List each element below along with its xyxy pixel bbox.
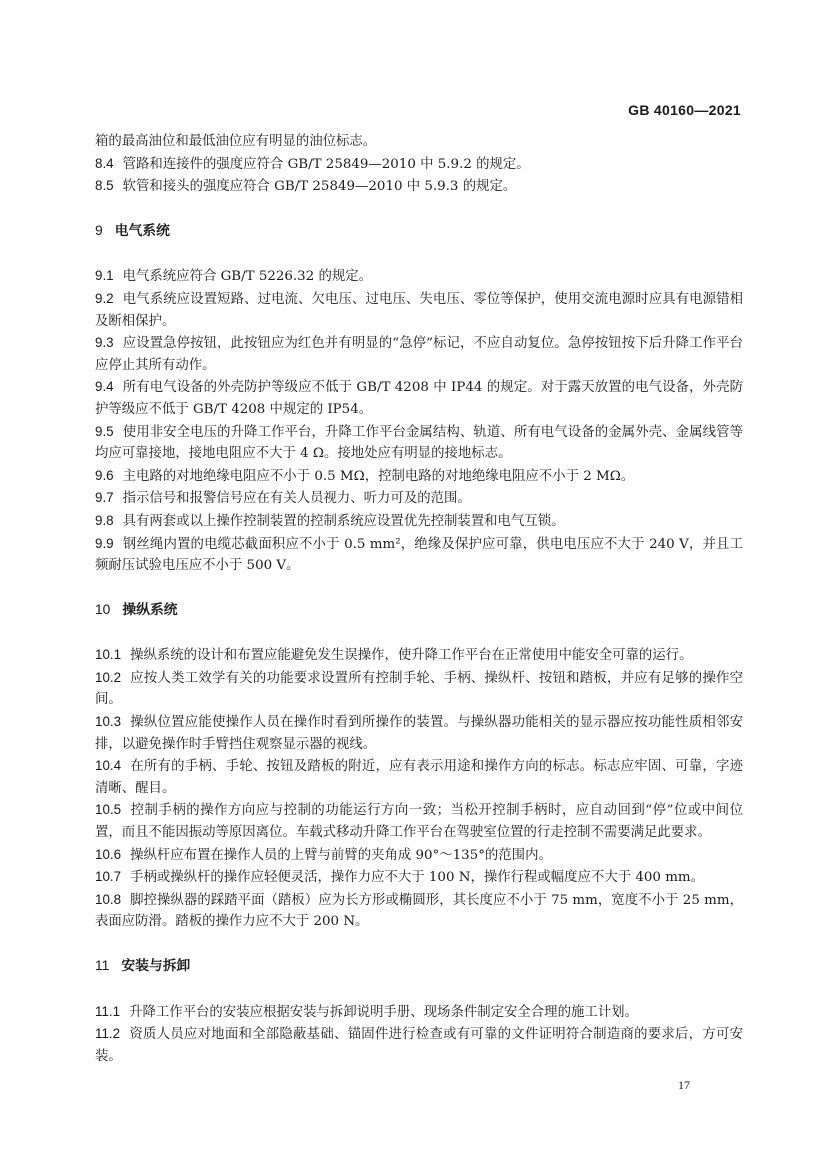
clause-text: 管路和连接件的强度应符合 GB/T 25849—2010 中 5.9.2 的规定。	[122, 156, 530, 172]
section-number: 9	[95, 222, 103, 238]
section-title: 安装与拆卸	[121, 958, 191, 973]
clause-8-4	[95, 153, 743, 176]
section-9-heading	[95, 220, 743, 242]
clause-10-6	[95, 844, 743, 867]
clause-number: 9.9	[95, 535, 114, 551]
clause-text: 具有两套或以上操作控制装置的控制系统应设置优先控制装置和电气互锁。	[122, 513, 565, 529]
clause-number: 9.1	[95, 268, 114, 284]
clause-number: 10.2	[95, 669, 122, 685]
clause-10-7	[95, 866, 743, 889]
clause-9-9	[95, 533, 743, 577]
clause-text: 使用非安全电压的升降工作平台，升降工作平台金属结构、轨道、所有电气设备的金属外壳、金属线管等均应可靠接地，接地电阻应不大于 4 Ω。接地处应有明显的接地标志。	[95, 424, 743, 462]
clause-10-8	[95, 889, 743, 933]
clause-text: 升降工作平台的安装应根据安装与拆卸说明手册、现场条件制定安全合理的施工计划。	[129, 1004, 638, 1020]
clause-text: 电气系统应符合 GB/T 5226.32 的规定。	[122, 269, 373, 285]
clause-number: 9.6	[95, 467, 114, 483]
section-number: 11	[95, 958, 110, 973]
clause-number: 10.5	[95, 802, 122, 818]
clause-number: 9.3	[95, 335, 114, 351]
clauses-10	[95, 644, 743, 933]
clause-9-7	[95, 487, 743, 510]
document-body	[95, 131, 743, 1067]
clause-number: 10.7	[95, 869, 122, 885]
clause-number: 10.4	[95, 758, 122, 774]
clause-10-3	[95, 711, 743, 755]
clause-11-1	[95, 1001, 743, 1024]
clause-number: 8.5	[95, 178, 114, 194]
clause-number: 11.2	[95, 1026, 121, 1042]
clause-number: 8.4	[95, 155, 114, 171]
clause-text: 操纵位置应能使操作人员在操作时看到所操作的装置。与操纵器功能相关的显示器应按功能性质相邻安排，以避免操作时手臂挡住观察显示器的视线。	[95, 715, 743, 752]
clause-text: 资质人员应对地面和全部隐蔽基础、锚固件进行检查或有可靠的文件证明符合制造商的要求后，方可安装。	[95, 1027, 743, 1064]
clause-text: 应设置急停按钮，此按钮应为红色并有明显的“急停”标记，不应自动复位。急停按钮按下后升降工作平台应停止其所有动作。	[95, 336, 743, 373]
standard-code-header: GB 40160—2021	[628, 102, 741, 118]
clause-number: 9.4	[95, 379, 114, 395]
section-11-heading	[95, 955, 743, 977]
section-title: 电气系统	[114, 222, 170, 238]
clauses-8	[95, 153, 743, 198]
clause-9-6	[95, 465, 743, 488]
clause-number: 9.2	[95, 290, 114, 306]
clause-9-5	[95, 421, 743, 465]
clause-text: 操纵杆应布置在操作人员的上臂与前臂的夹角成 90°～135°的范围内。	[130, 847, 552, 863]
clause-text: 软管和接头的强度应符合 GB/T 25849—2010 中 5.9.3 的规定。	[122, 179, 517, 195]
clause-10-4	[95, 755, 743, 799]
page-number: 17	[678, 1078, 690, 1092]
section-title: 操纵系统	[122, 601, 178, 617]
section-10-heading	[95, 599, 743, 621]
clauses-9	[95, 265, 743, 576]
clause-text: 主电路的对地绝缘电阻应不小于 0.5 MΩ，控制电路的对地绝缘电阻应不小于 2 MΩ。	[122, 468, 635, 484]
clause-10-2	[95, 667, 743, 711]
clause-9-3	[95, 332, 743, 376]
clause-8-5	[95, 175, 743, 198]
clause-text: 电气系统应设置短路、过电流、欠电压、过电压、失电压、零位等保护，使用交流电源时应具有电源错相及断相保护。	[95, 291, 743, 329]
clause-number: 11.1	[95, 1003, 121, 1019]
continuation-paragraph: 箱的最高油位和最低油位应有明显的油位标志。	[95, 134, 377, 149]
clause-number: 9.8	[95, 512, 114, 528]
clause-text: 脚控操纵器的踩踏平面（踏板）应为长方形或椭圆形，其长度应不小于 75 mm，宽度不小于 25 mm，表面应防滑。踏板的操作力应不大于 200 N。	[95, 892, 743, 930]
clause-text: 手柄或操纵杆的操作应轻便灵活，操作力应不大于 100 N，操作行程或幅度应不大于 400 mm。	[130, 870, 704, 886]
clause-9-8	[95, 510, 743, 533]
clause-text: 应按人类工效学有关的功能要求设置所有控制手轮、手柄、操纵杆、按钮和踏板，并应有足够的操作空间。	[95, 670, 743, 708]
clause-10-1	[95, 644, 743, 667]
clause-number: 10.3	[95, 714, 122, 730]
clause-number: 9.7	[95, 490, 114, 506]
clause-9-2	[95, 288, 743, 332]
clause-text: 控制手柄的操作方向应与控制的功能运行方向一致；当松开控制手柄时，应自动回到“停”位或中间位置，而且不能因振动等原因离位。车载式移动升降工作平台在驾驶室位置的行走控制不需要满足此要求。	[95, 803, 743, 841]
clause-text: 钢丝绳内置的电缆芯截面积应不小于 0.5 mm²，绝缘及保护应可靠，供电电压应不大于 240 V，并且工频耐压试验电压应不小于 500 V。	[95, 536, 743, 574]
clause-number: 9.5	[95, 423, 114, 439]
clause-number: 10.1	[95, 647, 122, 663]
clause-9-4	[95, 376, 743, 420]
clause-text: 所有电气设备的外壳防护等级应不低于 GB/T 4208 中 IP44 的规定。对于露天放置的电气设备，外壳防护等级应不低于 GB/T 4208 中规定的 IP54。	[95, 380, 743, 417]
clause-text: 指示信号和报警信号应在有关人员视力、听力可及的范围。	[122, 491, 471, 507]
clauses-11	[95, 1001, 743, 1068]
clause-text: 在所有的手柄、手轮、按钮及踏板的附近，应有表示用途和操作方向的标志。标志应牢固、可靠，字迹清晰、醒目。	[95, 759, 743, 796]
clause-text: 操纵系统的设计和布置应能避免发生误操作，使升降工作平台在正常使用中能安全可靠的运行。	[130, 648, 693, 664]
clause-9-1	[95, 265, 743, 288]
clause-11-2	[95, 1023, 743, 1067]
clause-number: 10.6	[95, 846, 122, 862]
clause-number: 10.8	[95, 891, 122, 907]
clause-10-5	[95, 799, 743, 843]
section-number: 10	[95, 601, 111, 617]
